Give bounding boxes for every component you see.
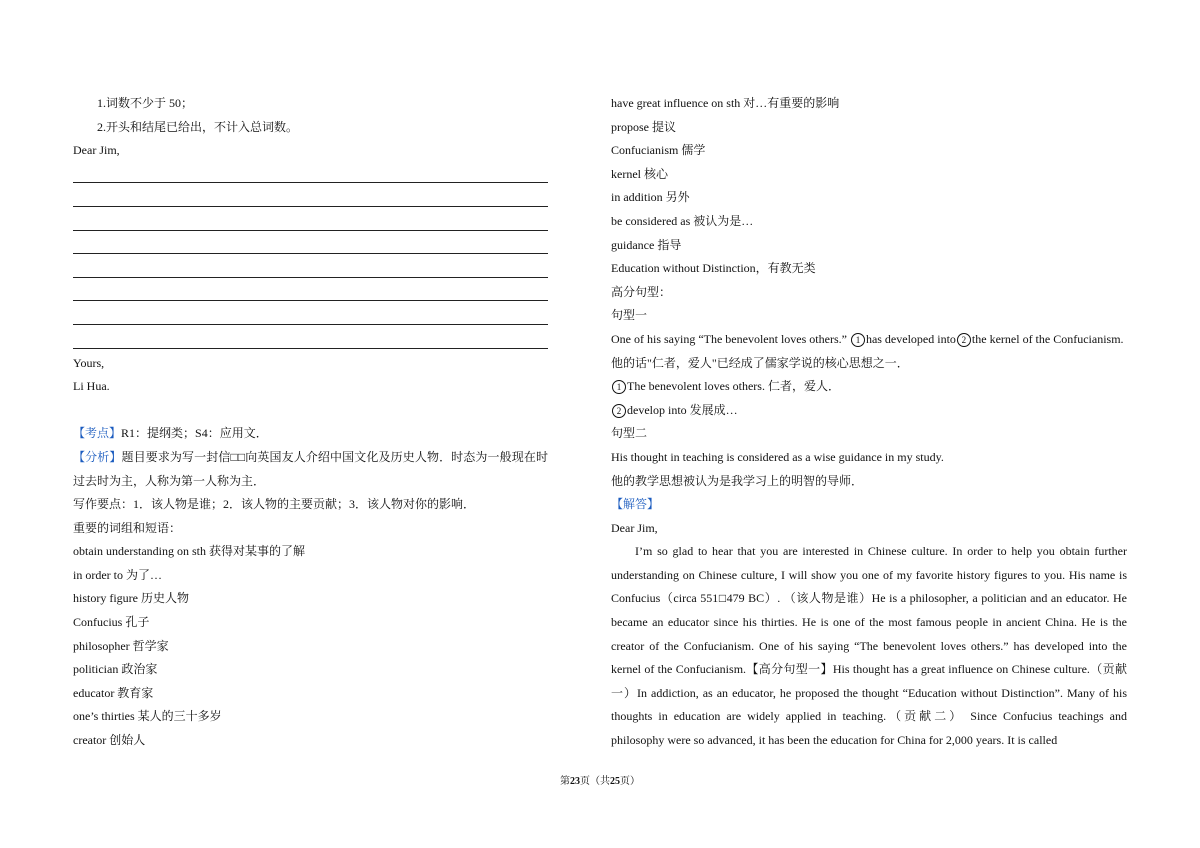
sentence-2-english: His thought in teaching is considered as a wise guidance in my study.: [611, 449, 944, 464]
vocab-item: guidance 指导: [611, 237, 682, 252]
vocab-list-right: [611, 92, 1127, 281]
vocab-item: be considered as 被认为是…: [611, 213, 754, 228]
writing-line: [73, 163, 548, 187]
fenxi-text-1: 题目要求为写一封信□□向英国友人介绍中国文化及历史人物．时态为一般现在时: [121, 449, 548, 464]
writing-line: [73, 186, 548, 210]
writing-line: [73, 257, 548, 281]
footer-mid: 页（共: [580, 776, 610, 787]
vocab-item: creator 创始人: [73, 733, 146, 748]
vocab-item: Confucius 孔子: [73, 615, 150, 630]
vocab-item: educator 教育家: [73, 685, 154, 700]
vocab-item: have great influence on sth 对…有重要的影响: [611, 96, 840, 110]
kaodian-line: [73, 422, 548, 446]
vocab-item: Education without Distinction，有教无类: [611, 261, 816, 276]
sentence-1-english: [611, 328, 1127, 352]
fenxi-line-2: 过去时为主，人称为第一人称为主．: [73, 473, 266, 488]
sentence-1-part-c: the kernel of the Confucianism.: [971, 331, 1124, 346]
writing-line: [73, 304, 548, 328]
sentence-1-note-1: [611, 375, 1127, 399]
vocab-title: 重要的词组和短语：: [73, 520, 182, 535]
fenxi-line-1: [73, 446, 548, 470]
sentence-1-part-b: has developed into: [865, 331, 956, 346]
vocab-item: propose 提议: [611, 119, 676, 134]
vocab-item: Confucianism 儒学: [611, 143, 706, 158]
answer-greeting: Dear Jim,: [611, 520, 658, 535]
sentence-2-title: 句型二: [611, 426, 648, 441]
kaodian-text: R1：提纲类；S4：应用文．: [121, 426, 268, 441]
fenxi-tag: 【分析】: [73, 449, 122, 464]
jieda-tag: 【解答】: [611, 497, 660, 512]
sentence-1-note-2: [611, 399, 1127, 423]
circled-number: 2: [957, 333, 971, 347]
vocab-item: obtain understanding on sth 获得对某事的了解: [73, 544, 305, 559]
circled-number: 1: [851, 333, 865, 347]
vocab-list-left: [73, 540, 548, 752]
writing-line: [73, 210, 548, 234]
footer-total-pages: 25: [610, 776, 620, 787]
letter-greeting: Dear Jim,: [73, 143, 120, 158]
requirement-2: 2.开头和结尾已给出，不计入总词数。: [97, 119, 299, 134]
right-column: [611, 92, 1127, 753]
gaofen-title: 高分句型：: [611, 284, 672, 299]
letter-signature: Li Hua.: [73, 379, 110, 394]
requirement-1: 1.词数不少于 50；: [97, 96, 194, 110]
circled-number: 1: [612, 380, 626, 394]
sentence-1-part-a: One of his saying “The benevolent loves others.”: [611, 331, 850, 346]
writing-points: 写作要点：1．该人物是谁；2．该人物的主要贡献；3．该人物对你的影响．: [73, 497, 476, 512]
vocab-item: history figure 历史人物: [73, 591, 189, 606]
note-1-text: The benevolent loves others. 仁者，爱人．: [627, 379, 840, 394]
vocab-item: in order to 为了…: [73, 567, 162, 582]
writing-line: [73, 328, 548, 352]
footer-pre: 第: [560, 776, 570, 787]
sentence-1-translation: 他的话"仁者，爱人"已经成了儒家学说的核心思想之一．: [611, 355, 909, 370]
vocab-item: in addition 另外: [611, 190, 690, 205]
writing-line: [73, 281, 548, 305]
footer-page-number: 23: [570, 776, 580, 787]
vocab-item: one’s thirties 某人的三十多岁: [73, 709, 222, 724]
footer-post: 页）: [620, 776, 640, 787]
vocab-item: philosopher 哲学家: [73, 638, 169, 653]
vocab-item: kernel 核心: [611, 166, 668, 181]
answer-paragraph: I’m so glad to hear that you are interested in Chinese culture. In order to help you obtain further understanding on Chinese culture, I will show you one of my favorite history figures to you. His name is Confucius（circa 551□479 BC）. （该人物是谁）He is a philosopher, a politician and an educator. He became an educator since his thirties. He is one of the most famous people in ancient China. He is the creator of the Confucianism. One of his saying “The benevolent loves others.” has developed into the kernel of the Confucianism.【高分句型一】His thought has a great influence on Chinese culture.（贡献一）In addiction, as an educator, he proposed the thought “Education without Distinction”. Many of his thoughts in education are widely applied in teaching.（贡献二） Since Confucius teachings and philosophy were so advanced, it has been the education for China for 2,000 years. It is called: [611, 544, 1127, 748]
letter-closing: Yours,: [73, 355, 105, 370]
left-column: [73, 92, 548, 753]
kaodian-tag: 【考点】: [73, 426, 122, 441]
note-2-text: develop into 发展成…: [627, 402, 738, 417]
sentence-1-title: 句型一: [611, 308, 648, 323]
vocab-item: politician 政治家: [73, 662, 158, 677]
sentence-2-translation: 他的教学思想被认为是我学习上的明智的导师．: [611, 473, 864, 488]
page-footer: [0, 772, 1200, 787]
circled-number: 2: [612, 404, 626, 418]
spacer: [73, 399, 548, 423]
writing-line: [73, 234, 548, 258]
